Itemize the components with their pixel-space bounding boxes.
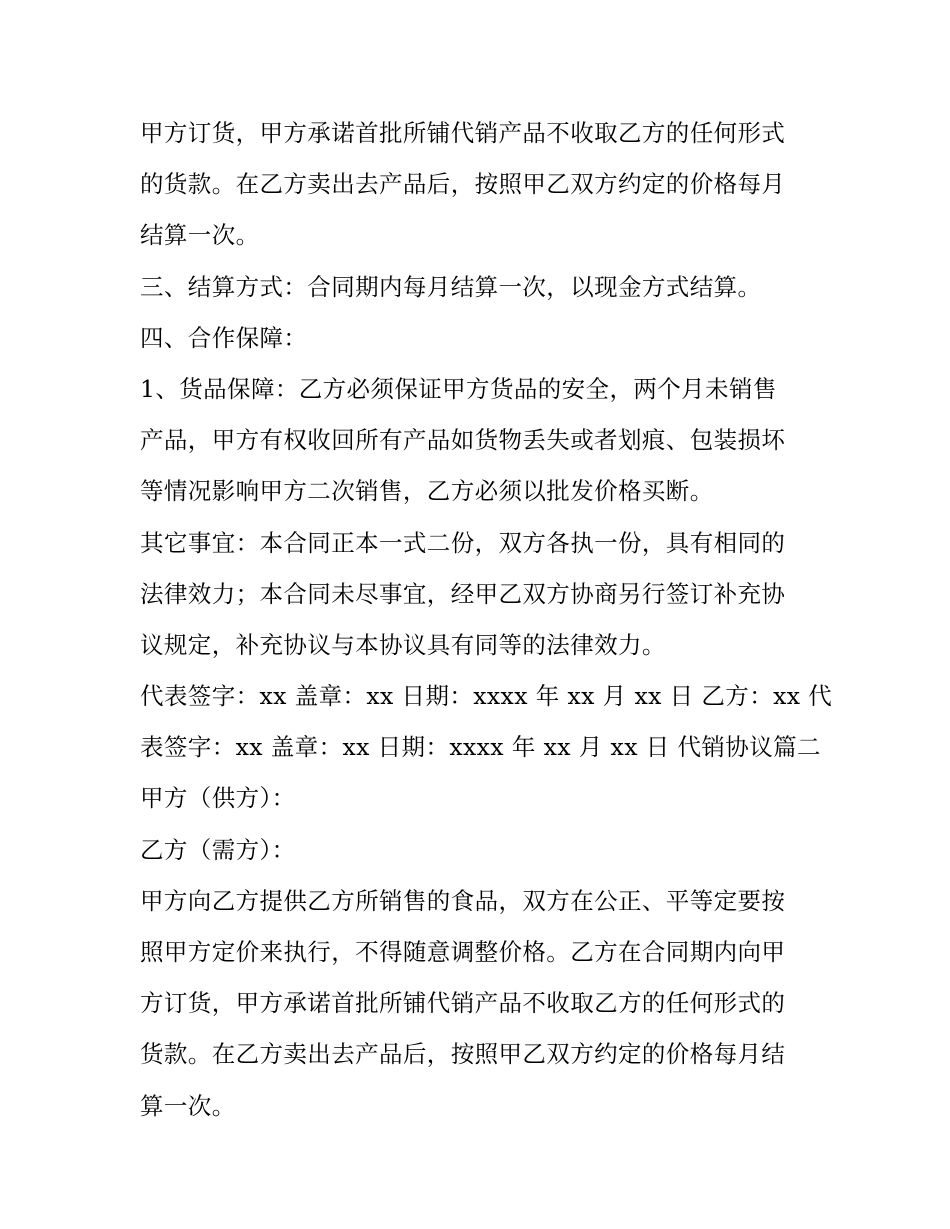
text-line: 其它事宜：本合同正本一式二份，双方各执一份，具有相同的 [140,528,786,557]
text-line: 算一次。 [140,1091,236,1120]
text-line: 甲方向乙方提供乙方所销售的食品，双方在公正、平等定要按 [140,886,786,915]
text-line: 等情况影响甲方二次销售，乙方必须以批发价格买断。 [140,477,714,506]
document-body [140,108,833,1132]
text-line: 甲方订货，甲方承诺首批所铺代销产品不收取乙方的任何形式 [140,119,786,147]
text-line: 1、货品保障：乙方必须保证甲方货品的安全，两个月未销售 [140,374,777,403]
text-line: 方订货，甲方承诺首批所铺代销产品不收取乙方的任何形式的 [140,989,786,1018]
text-line: 产品，甲方有权收回所有产品如货物丢失或者划痕、包装损坏 [140,426,786,455]
text-line: 照甲方定价来执行，不得随意调整价格。乙方在合同期内向甲 [140,938,786,966]
text-line: 法律效力；本合同未尽事宜，经甲乙双方协商另行签订补充协 [140,579,786,608]
text-line: 四、合作保障： [140,323,308,352]
text-line: 甲方（供方）： [140,784,296,813]
text-line: 代表签字：xx 盖章：xx 日期：xxxx 年 xx 月 xx 日 乙方：xx 代 [140,682,833,711]
text-line: 议规定，补充协议与本协议具有同等的法律效力。 [140,630,666,659]
text-line: 乙方（需方）： [140,835,296,864]
text-line: 三、结算方式：合同期内每月结算一次，以现金方式结算。 [140,272,762,301]
text-line: 货款。在乙方卖出去产品后，按照甲乙双方约定的价格每月结 [140,1040,786,1069]
text-line: 的货款。在乙方卖出去产品后，按照甲乙双方约定的价格每月 [140,170,786,199]
text-line: 表签字：xx 盖章：xx 日期：xxxx 年 xx 月 xx 日 代销协议篇二 [140,733,821,762]
text-line: 结算一次。 [140,221,260,250]
